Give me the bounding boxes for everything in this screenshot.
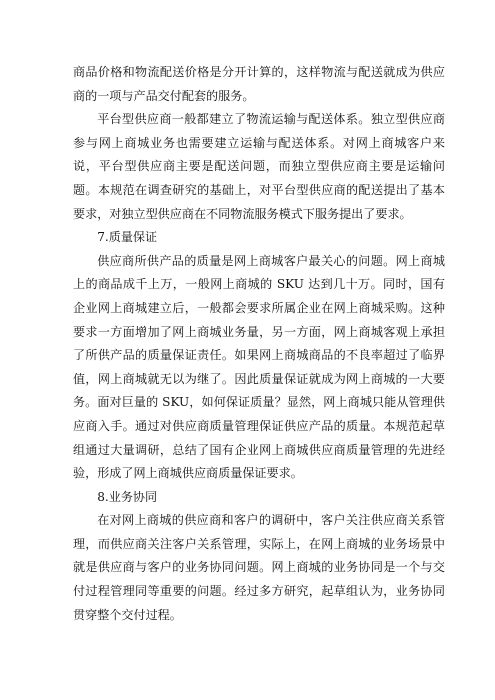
paragraph-logistics-pricing: 商品价格和物流配送价格是分开计算的，这样物流与配送就成为供应商的一项与产品交付配套的服务。 [73,65,445,103]
document-body [73,61,445,627]
section-heading-quality-assurance: 7.质量保证 [97,230,158,245]
paragraph-logistics-system: 平台型供应商一般都建立了物流运输与配送体系。独立型供应商参与网上商城业务也需要建立运输与配送体系。对网上商城客户来说，平台型供应商主要是配送问题，而独立型供应商主要是运输问题。本规范在调查研究的基础上，对平台型供应商的配送提出了基本要求，对独立型供应商在不同物流服务模式下服务提出了要求。 [73,112,445,221]
paragraph-quality-assurance: 供应商所供产品的质量是网上商城客户最关心的问题。网上商城上的商品成千上万，一般网上商城的 SKU 达到几十万。同时，国有企业网上商城建立后，一般都会要求所属企业在网上商城采购。这种要求一方面增加了网上商城业务量，另一方面，网上商城客观上承担了所供产品的质量保证责任。如果网上商城商品的不良率超过了临界值，网上商城就无以为继了。因此质量保证就成为网上商城的一大要务。面对巨量的 SKU，如何保证质量？显然，网上商城只能从管理供应商入手。通过对供应商质量管理保证供应产品的质量。本规范起草组通过大量调研，总结了国有企业网上商城供应商质量管理的先进经验，形成了网上商城供应商质量保证要求。 [73,253,445,481]
paragraph-business-collaboration: 在对网上商城的供应商和客户的调研中，客户关注供应商关系管理，而供应商关注客户关系管理，实际上，在网上商城的业务场景中就是供应商与客户的业务协同问题。网上商城的业务协同是一个与交付过程管理同等重要的问题。经过多方研究，起草组认为，业务协同贯穿整个交付过程。 [73,513,445,622]
section-heading-business-collaboration: 8.业务协同 [97,489,158,504]
